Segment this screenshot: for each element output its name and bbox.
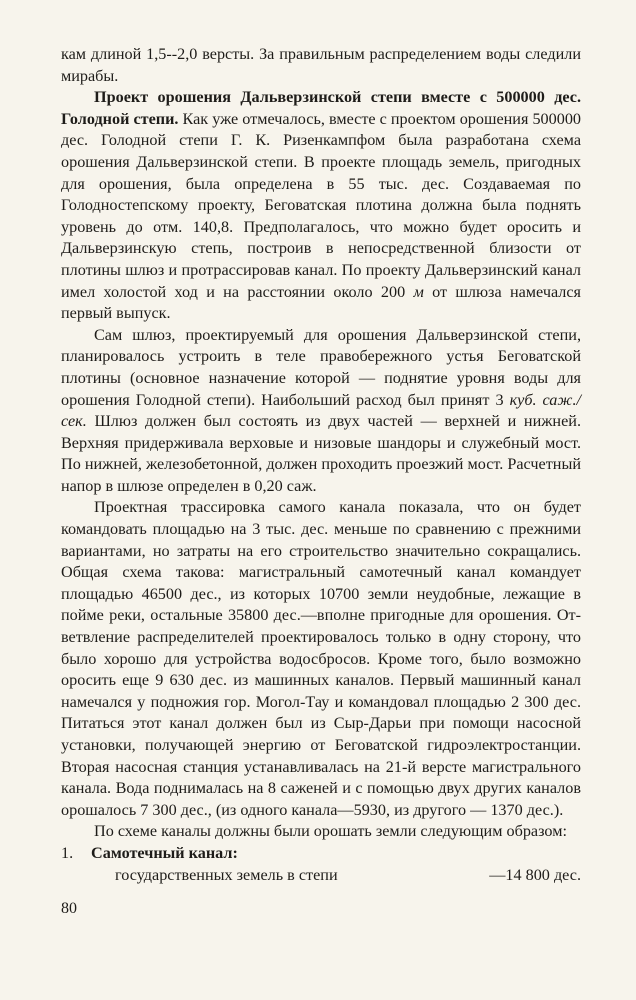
list-item-number: 1.	[61, 843, 74, 862]
paragraph-continuation: кам длиной 1,5--2,0 версты. За правильным распределением воды следили мирабы.	[61, 45, 581, 85]
row-value: —14 800 дес.	[489, 865, 581, 884]
page-number: 80	[61, 900, 77, 917]
paragraph-canal-route: Проектная трассировка самого канала показала, что он будет командовать площадью на 3 тыс. дес. меньше по сравнению с прежними вариантами, но затраты на его строительство значительно сокращались. Общая схема такова: магистральный самотечный канал командует площадью 46500 дес., из которых 10700 земли неудобные, лежащие в пойме реки, остальные 35800 дес.—вполне пригодные для орошения. Ответвление распределителей проектировалось только в одну сторону, что было хорошо для устройства водосбросов. Кроме того, было возможно оросить еще 9 630 дес. из машинных каналов. Первый машинный канал намечался у подножия гор. Могол-Тау и командовал площадью 2 300 дес. Питаться этот канал должен был из Сыр-Дарьи при помощи насосной установки, получающей энергию от Беговатской гидроэлектростанции. Вторая насосная станция устанавливалась на 21-й версте магистрального канала. Вода поднималась на 8 саженей и с помощью двух других каналов орошалось 7 300 дес., (из одного канала—5930, из другого — 1370 дес.).	[61, 498, 581, 819]
paragraph-text: Сам шлюз, проектируемый для орошения Дальверзинской степи, планировалось устроить в теле правобережного устья Беговатской плотины (основное назначение которой — поднятие уровня воды для орошения Голодной степи). Наибольший расход был принят 3	[61, 325, 581, 409]
paragraph-text: Шлюз должен был состоять из двух частей — верхней и нижней. Верхняя придерживала верховые и низовые шандоры и служебный мост. По нижней, железобетонной, должен проходить проезжий мост. Расчетный напор в шлюзе определен в 0,20 саж.	[61, 412, 581, 495]
list-item-row	[61, 865, 581, 887]
paragraph-sluice	[61, 325, 581, 498]
section-heading: Проект орошения Дальверзинской степи вместе с 500000 дес. Голодной степи.	[61, 88, 581, 128]
list-item-title: Самотечный канал:	[91, 843, 238, 862]
unit-metres: м	[413, 282, 424, 301]
body-text	[61, 44, 581, 886]
paragraph-text: от шлюза намечался первый выпуск.	[61, 282, 581, 323]
row-label: государственных земель в степи	[115, 865, 338, 884]
paragraph-irrigation-scheme: По схеме каналы должны были орошать земли следующим образом:	[94, 822, 567, 841]
list-item-heading	[61, 843, 581, 865]
paragraph-text: Как уже отмечалось, вместе с проектом орошения 500000 дес. Голодной степи Г. К. Ризенкампфом была разработана схема орошения Дальверзинской степи. В проекте площадь земель, пригодных для орошения, была определена в 55 тыс. дес. Создаваемая по Голодностепскому проекту, Беговатская плотина должна была поднять уровень до отм. 140,8. Предполагалось, что можно будет оросить и Дальверзинскую степь, построив в непосредственной близости от плотины шлюз и протрассировав канал. По проекту Дальверзинский канал имел холостой ход и на расстоянии около 200	[61, 109, 582, 301]
unit-flow-rate: куб. саж./сек.	[61, 390, 581, 431]
paragraph-dalverzin-project	[61, 87, 581, 325]
